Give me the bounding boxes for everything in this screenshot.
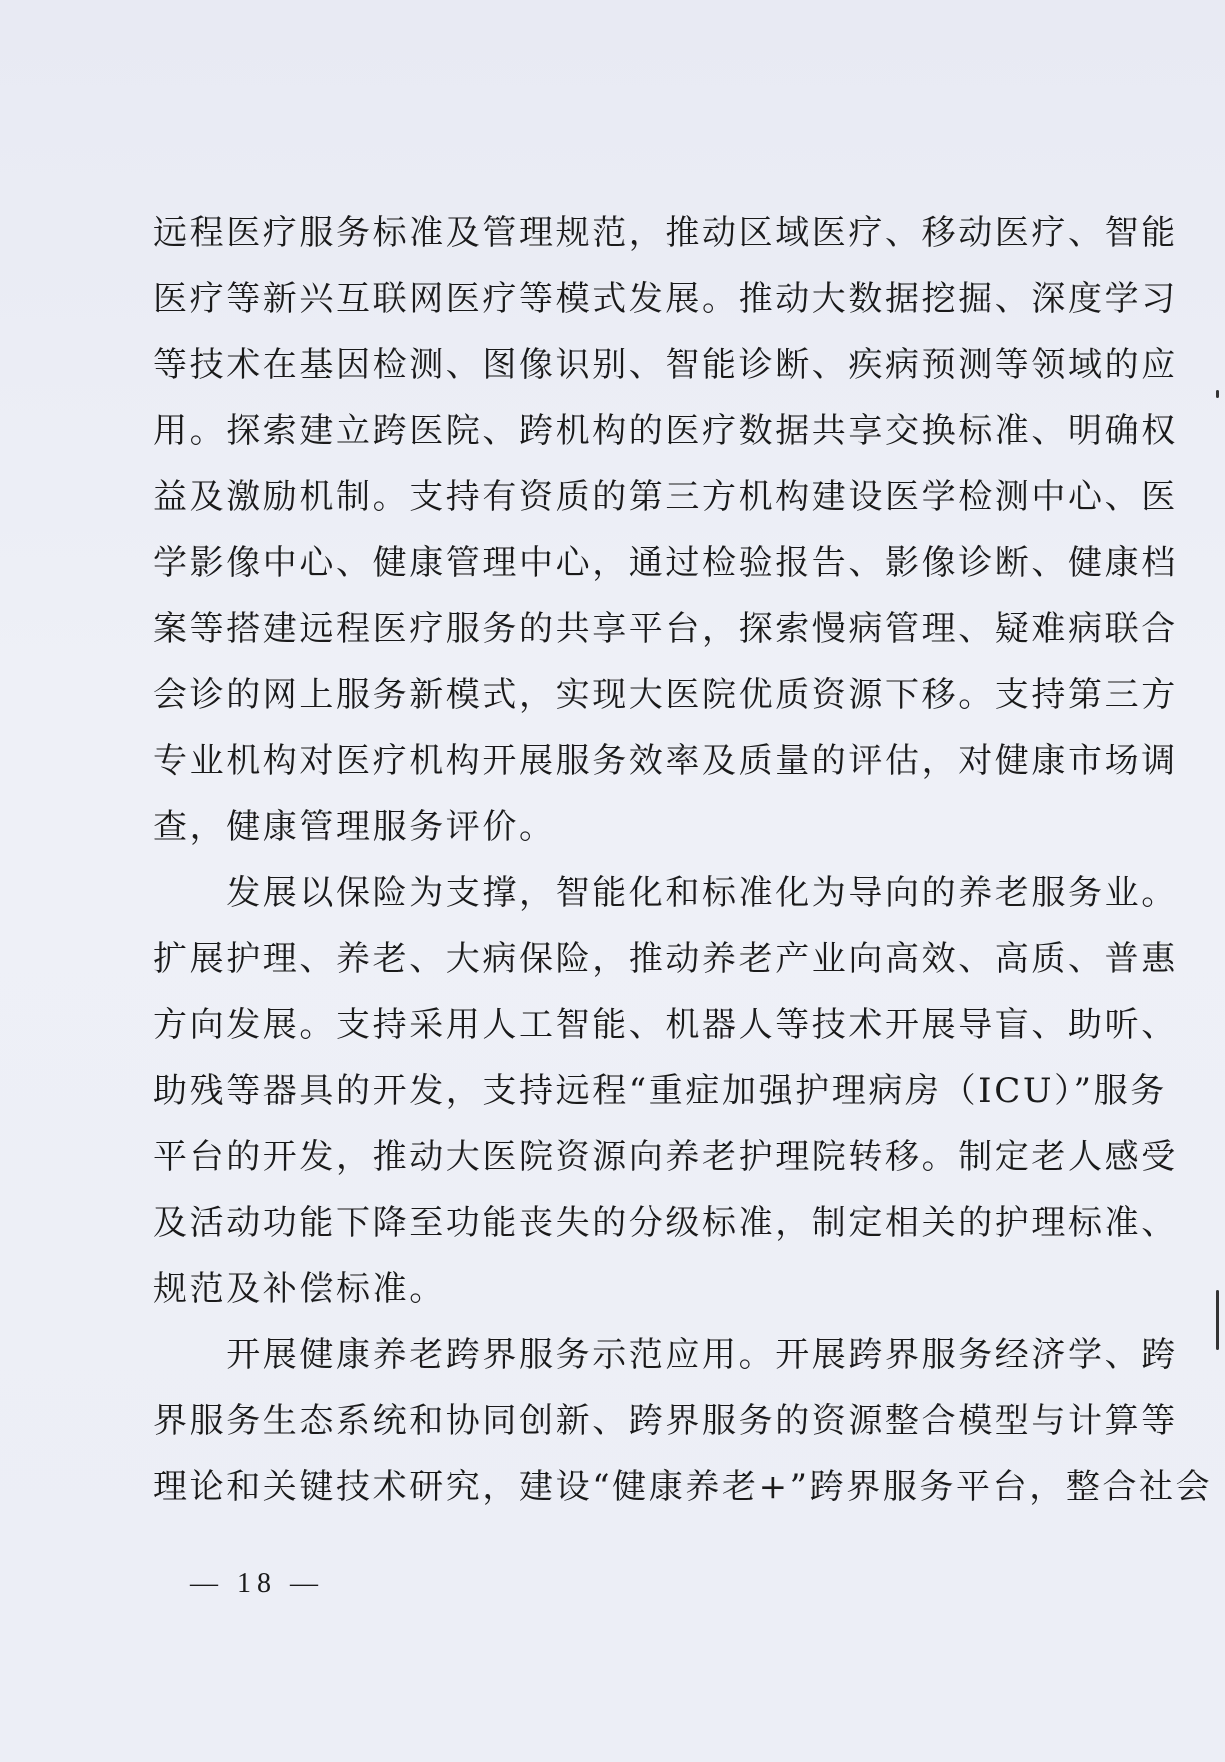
scan-mark	[1216, 390, 1219, 398]
text-line: 用。探索建立跨医院、跨机构的医疗数据共享交换标准、明确权	[153, 411, 1178, 451]
text-line: 理论和关键技术研究，建设“健康养老+”跨界服务平台，整合社会	[153, 1467, 1213, 1507]
text-line: 会诊的网上服务新模式，实现大医院优质资源下移。支持第三方	[153, 675, 1178, 715]
text-line: 方向发展。支持采用人工智能、机器人等技术开展导盲、助听、	[153, 1005, 1178, 1045]
text-line: 及活动功能下降至功能丧失的分级标准，制定相关的护理标准、	[153, 1203, 1178, 1243]
text-line: 规范及补偿标准。	[153, 1269, 446, 1309]
scan-mark	[1216, 1290, 1219, 1350]
text-line: 学影像中心、健康管理中心，通过检验报告、影像诊断、健康档	[153, 543, 1178, 583]
text-line: 益及激励机制。支持有资质的第三方机构建设医学检测中心、医	[153, 477, 1178, 517]
text-line: 专业机构对医疗机构开展服务效率及质量的评估，对健康市场调	[153, 741, 1178, 781]
text-line: 扩展护理、养老、大病保险，推动养老产业向高效、高质、普惠	[153, 939, 1178, 979]
text-line: 平台的开发，推动大医院资源向养老护理院转移。制定老人感受	[153, 1137, 1178, 1177]
text-line: 查，健康管理服务评价。	[153, 807, 556, 847]
body-text	[153, 200, 1213, 1520]
paragraph-start-line: 开展健康养老跨界服务示范应用。开展跨界服务经济学、跨	[153, 1335, 1178, 1375]
text-line: 医疗等新兴互联网医疗等模式发展。推动大数据挖掘、深度学习	[153, 279, 1178, 319]
paragraph-start-line: 发展以保险为支撑，智能化和标准化为导向的养老服务业。	[153, 873, 1178, 913]
text-line: 界服务生态系统和协同创新、跨界服务的资源整合模型与计算等	[153, 1401, 1178, 1441]
text-line: 助残等器具的开发，支持远程“重症加强护理病房（ICU）”服务	[153, 1071, 1167, 1111]
page-number: — 18 —	[190, 1568, 324, 1599]
text-line: 远程医疗服务标准及管理规范，推动区域医疗、移动医疗、智能	[153, 213, 1178, 253]
text-line: 案等搭建远程医疗服务的共享平台，探索慢病管理、疑难病联合	[153, 609, 1178, 649]
text-line: 等技术在基因检测、图像识别、智能诊断、疾病预测等领域的应	[153, 345, 1178, 385]
